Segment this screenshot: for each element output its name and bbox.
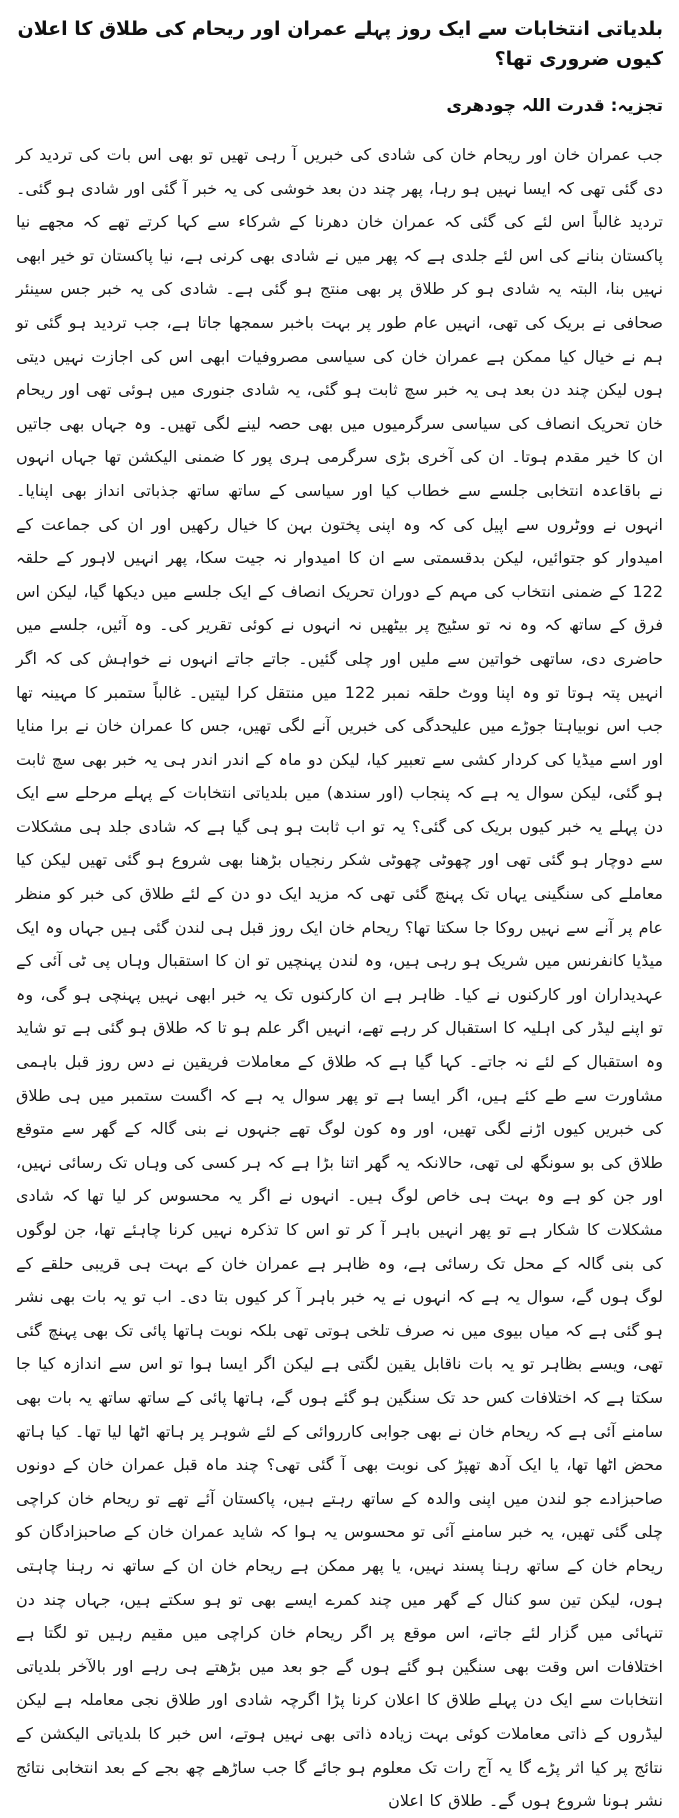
article-body: جب عمران خان اور ریحام خان کی شادی کی خبریں آ رہی تھیں تو بھی اس بات کی تردید کر دی گئی تھی کہ ایسا نہیں ہو رہا، پھر چند دن بعد خوشی کی یہ خبر آ گئی اور شادی ہو گئی۔ تردید غالباً اس لئے کی گئی کہ عمران خان دھرنا کے شرکاء سے کہا کرتے تھے کہ مجھے نیا پاکستان بنانے کی اس لئے جلدی ہے کہ پھر میں نے شادی بھی کرنی ہے، نیا پاکستان تو خیر ابھی نہیں بنا، البتہ یہ شادی ہو کر طلاق پر بھی منتج ہو گئی ہے۔ شادی کی یہ خبر جس سینئر صحافی نے بریک کی تھی، انہیں عام طور پر بہت باخبر سمجھا جاتا ہے، جب تردید ہو گئی تو ہم نے خیال کیا ممکن ہے عمران خان کی سیاسی مصروفیات ابھی اس کی اجازت نہیں دیتی ہوں لیکن چند دن بعد ہی یہ خبر سچ ثابت ہو گئی، یہ شادی جنوری میں ہوئی تھی اور ریحام خان تحریک انصاف کی سیاسی سرگرمیوں میں بھی حصہ لینے لگی تھیں۔ وہ جہاں بھی جاتیں ان کا خیر مقدم ہوتا۔ ان کی آخری بڑی سرگرمی ہری پور کا ضمنی الیکشن تھا جہاں انہوں نے باقاعدہ انتخابی جلسے سے خطاب کیا اور سیاسی کے ساتھ ساتھ جذباتی انداز بھی اپنایا۔ انہوں نے ووٹروں سے اپیل کی کہ وہ اپنی پختون بہن کا خیال رکھیں اور ان کی جماعت کے امیدوار کو جتوائیں، لیکن بدقسمتی سے ان کا امیدوار نہ جیت سکا، پھر انہیں لاہور کے حلقہ 122 کے ضمنی انتخاب کی مہم کے دوران تحریک انصاف کے ایک جلسے میں دیکھا گیا، لیکن اس فرق کے ساتھ کہ وہ نہ تو سٹیج پر بیٹھیں نہ انہوں نے کوئی تقریر کی۔ وہ آئیں، جلسے میں حاضری دی، ساتھی خواتین سے ملیں اور چلی گئیں۔ جاتے جاتے انہوں نے خواہش کی کہ اگر انہیں پتہ ہوتا تو وہ اپنا ووٹ حلقہ نمبر 122 میں منتقل کرا لیتیں۔ غالباً ستمبر کا مہینہ تھا جب اس نوبیاہتا جوڑے میں علیحدگی کی خبریں آنے لگی تھیں، جس کا عمران خان نے برا منایا اور اسے میڈیا کی کردار کشی سے تعبیر کیا، لیکن دو ماہ کے اندر اندر ہی یہ خبر بھی سچ ثابت ہو گئی، لیکن سوال یہ ہے کہ پنجاب (اور سندھ) میں بلدیاتی انتخابات کے پہلے مرحلے سے ایک دن پہلے یہ خبر کیوں بریک کی گئی؟ یہ تو اب ثابت ہو ہی گیا ہے کہ شادی جلد ہی مشکلات سے دوچار ہو گئی تھی اور چھوٹی چھوٹی شکر رنجیاں بڑھنا بھی شروع ہو گئی تھیں لیکن کیا معاملے کی سنگینی یہاں تک پہنچ گئی تھی کہ مزید ایک دو دن کے لئے طلاق کی خبر کو منظر عام پر آنے سے نہیں روکا جا سکتا تھا؟ ریحام خان ایک روز قبل ہی لندن گئی ہیں جہاں وہ ایک میڈیا کانفرنس میں شریک ہو رہی ہیں، وہ لندن پہنچیں تو ان کا استقبال وہاں پی ٹی آئی کے عہدیداران اور کارکنوں نے کیا۔ ظاہر ہے ان کارکنوں تک یہ خبر ابھی نہیں پہنچی ہو گی، وہ تو اپنے لیڈر کی اہلیہ کا استقبال کر رہے تھے، انہیں اگر علم ہو تا کہ طلاق ہو گئی ہے تو شاید وہ استقبال کے لئے نہ جاتے۔ کہا گیا ہے کہ طلاق کے معاملات فریقین نے دس روز قبل باہمی مشاورت سے طے کئے ہیں، اگر ایسا ہے تو پھر سوال یہ ہے کہ اگست ستمبر میں ہی طلاق کی خبریں کیوں اڑنے لگی تھیں، اور وہ کون لوگ تھے جنہوں نے بنی گالہ کے گھر سے متوقع طلاق کی بو سونگھ لی تھی، حالانکہ یہ گھر اتنا بڑا ہے کہ ہر کسی کی وہاں تک رسائی نہیں، اور جن کو ہے وہ بہت ہی خاص لوگ ہیں۔ انہوں نے اگر یہ محسوس کر لیا تھا کہ شادی مشکلات کا شکار ہے تو پھر انہیں باہر آ کر تو اس کا تذکرہ نہیں کرنا چاہئے تھا، جن لوگوں کی بنی گالہ کے محل تک رسائی ہے، وہ ظاہر ہے عمران خان کے بہت ہی قریبی حلقے کے لوگ ہوں گے، سوال یہ ہے کہ انہوں نے یہ خبر باہر آ کر کیوں بتا دی۔ اب تو یہ بات بھی نشر ہو گئی ہے کہ میاں بیوی میں نہ صرف تلخی ہوتی تھی بلکہ نوبت ہاتھا پائی تک بھی پہنچ گئی تھی، ویسے بظاہر تو یہ بات ناقابل یقین لگتی ہے لیکن اگر ایسا ہوا تو اس سے اندازہ کیا جا سکتا ہے کہ اختلافات کس حد تک سنگین ہو گئے ہوں گے، ہاتھا پائی کے ساتھ ساتھ یہ بات بھی سامنے آئی ہے کہ ریحام خان نے بھی جوابی کارروائی کے لئے شوہر پر ہاتھ اٹھا لیا تھا۔ کیا ہاتھ محض اٹھا تھا، یا ایک آدھ تھپڑ کی نوبت بھی آ گئی تھی؟ چند ماہ قبل عمران خان کے دونوں صاحبزادے جو لندن میں اپنی والدہ کے ساتھ رہتے ہیں، پاکستان آئے تھے تو ریحام خان کراچی چلی گئی تھیں، یہ خبر سامنے آئی تو محسوس یہ ہوا کہ شاید عمران خان کے صاحبزادگان کو ریحام خان کے ساتھ رہنا پسند نہیں، یا پھر ممکن ہے ریحام خان ان کے ساتھ نہ رہنا چاہتی ہوں، لیکن تین سو کنال کے گھر میں چند کمرے ایسے بھی تو ہو سکتے ہیں، جہاں چند دن تنہائی میں گزار لئے جاتے، اس موقع پر اگر ریحام خان کراچی میں مقیم رہیں تو لگتا ہے اختلافات اس وقت بھی سنگین ہو گئے ہوں گے جو بعد میں بڑھتے ہی رہے اور بالآخر بلدیاتی انتخابات سے ایک دن پہلے طلاق کا اعلان کرنا پڑا اگرچہ شادی اور طلاق نجی معاملہ ہے لیکن لیڈروں کے ذاتی معاملات کوئی بہت زیادہ ذاتی بھی نہیں ہوتے، اس خبر کا بلدیاتی الیکشن کے نتائج پر کیا اثر پڑے گا یہ آج رات تک معلوم ہو جائے گا جب ساڑھے چھ بجے کے بعد انتخابی نتائج نشر ہونا شروع ہوں گے۔ طلاق کا اعلان xyxy=(16,145,664,1811)
article-headline: بلدیاتی انتخابات سے ایک روز پہلے عمران اور ریحام کی طلاق کا اعلان کیوں ضروری تھا؟ xyxy=(17,18,663,70)
article-byline: تجزیہ: قدرت اللہ چودھری xyxy=(446,96,663,116)
